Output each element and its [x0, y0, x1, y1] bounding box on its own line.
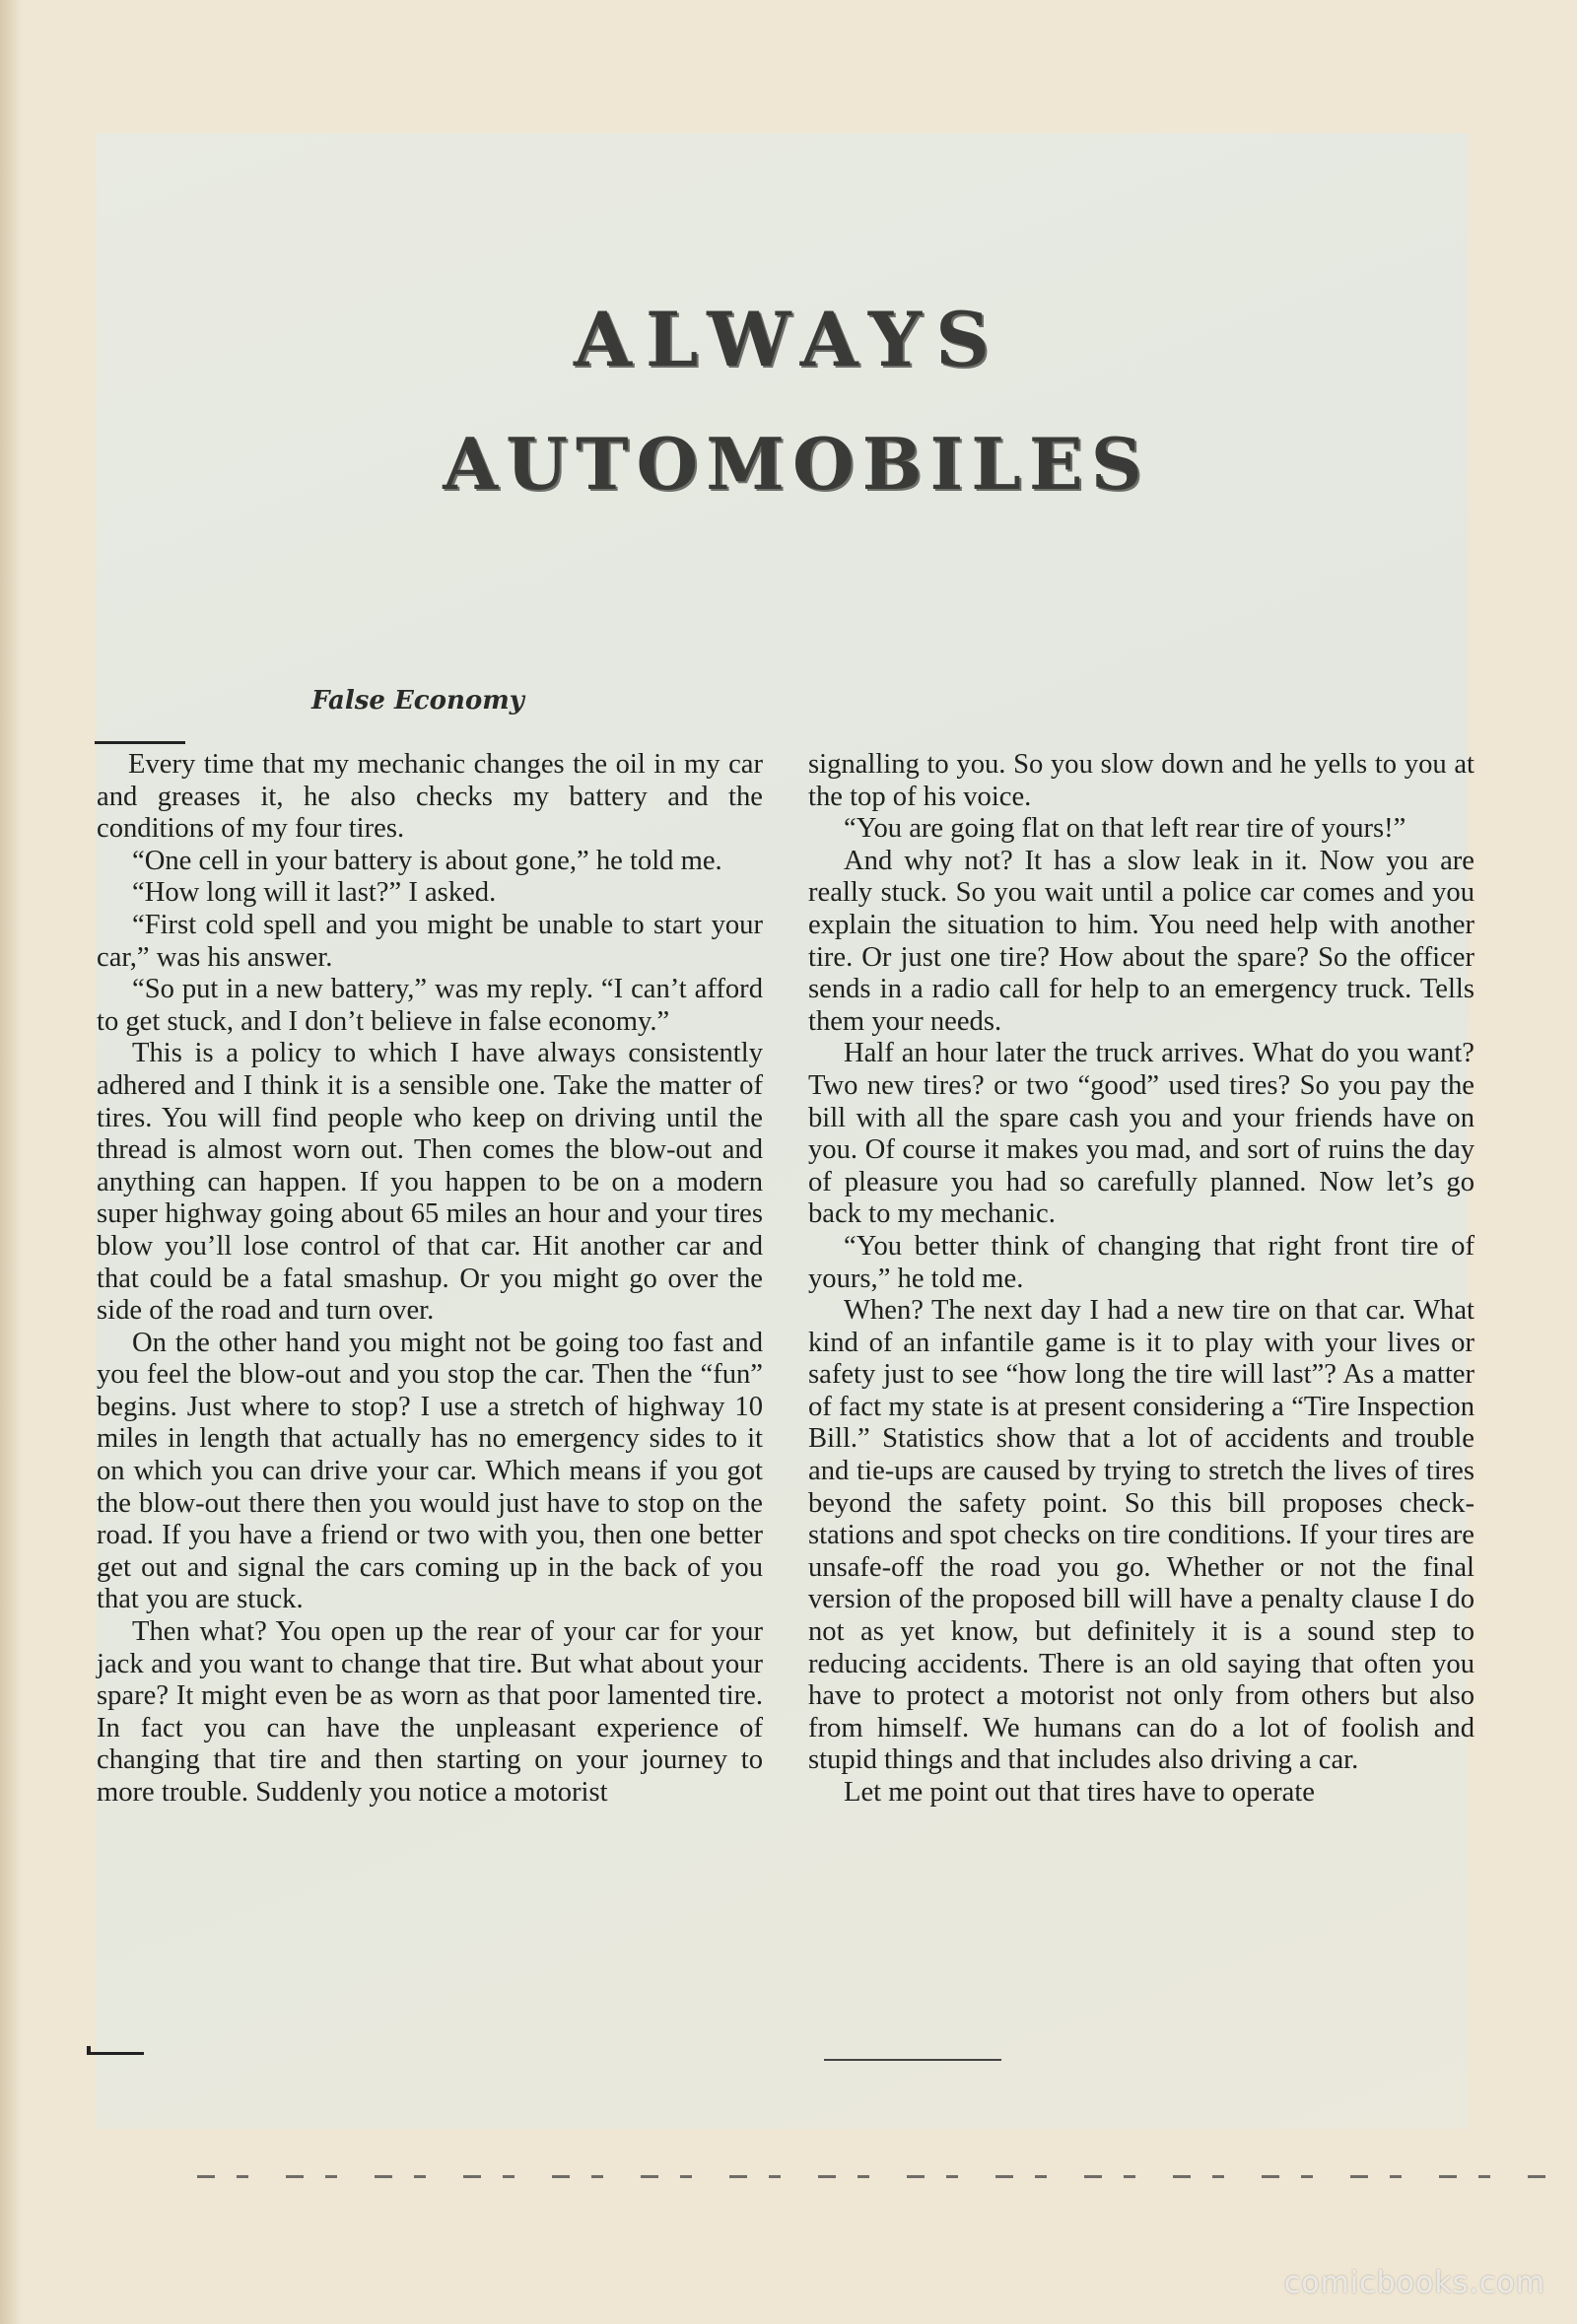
paragraph: And why not? It has a slow leak in it. Now you are really stuck. So you wait until a police car comes and you explain the situation to him. You need help with another tire. Or just one tire? How about the spare? So the officer sends in a radio call for help to an emergency truck. Tells them your needs. — [808, 845, 1474, 1037]
title-line-1: ALWAYS — [573, 296, 1004, 383]
paragraph: This is a policy to which I have always consistently adhered and I think it is a sensible one. Take the matter of tires. You will find people who keep on driving until the thread is almost worn out. Then comes the blow-out and anything can happen. If you happen to be on a modern super highway going about 65 miles an hour and your tires blow you’ll lose control of that car. Hit another car and that could be a fatal smashup. Or you might go over the side of the road and turn over. — [97, 1038, 763, 1327]
paragraph: signalling to you. So you slow down and he yells to you at the top of his voice. — [808, 749, 1474, 812]
paragraph: “One cell in your battery is about gone,” he told me. — [132, 845, 722, 876]
paragraph: “First cold spell and you might be unable to start your car,” was his answer. — [97, 909, 763, 973]
left-column — [97, 749, 763, 1810]
title-line-2: AUTOMOBILES — [443, 422, 1150, 506]
paragraph: “You better think of changing that right front tire of yours,” he told me. — [808, 1230, 1474, 1294]
paragraph: “So put in a new battery,” was my reply. “I can’t afford to get stuck, and I don’t believe in false economy.” — [97, 974, 763, 1037]
paragraph: “You are going flat on that left rear tire of yours!” — [844, 813, 1406, 845]
paragraph: On the other hand you might not be going too fast and you feel the blow-out and you stop the car. Then the “fun” begins. Just where to stop? I use a stretch of highway 10 miles in length that actually has no emergency sides to it on which you can drive your car. Which means if you got the blow-out there then you would just have to stop on the road. If you have a friend or two with you, then one better get out and signal the cars coming up in the back of you that you are stuck. — [97, 1327, 763, 1615]
paragraph: When? The next day I had a new tire on that car. What kind of an infantile game is it to play with your lives or safety just to see “how long the tire will last”? As a matter of fact my state is at present considering a “Tire Inspection Bill.” Statistics show that a lot of accidents and trouble and tie-ups are caused by trying to stretch the lives of tires beyond the safety point. So this bill proposes check-stations and spot checks on tire conditions. If your tires are unsafe-off the road you go. Whether or not the final version of the proposed bill will have a penalty clause I do not as yet know, but definitely it is a sound step to reducing accidents. There is an old saying that often you have to protect a motorist not only from others but also from himself. We humans can do a lot of foolish and stupid things and that includes also driving a car. — [808, 1295, 1474, 1776]
section-subheading: False Economy — [311, 686, 524, 716]
right-column — [808, 749, 1474, 1810]
paragraph: Then what? You open up the rear of your car for your jack and you want to change that tire. But what about your spare? It might even be as worn as that poor lamented tire. In fact you can have the unpleasant experience of changing that tire and then starting on your journey to more trouble. Suddenly you notice a motorist — [97, 1616, 763, 1808]
paragraph: Let me point out that tires have to operate — [844, 1777, 1315, 1808]
watermark: comicbooks.com — [1283, 2266, 1545, 2300]
paragraph: “How long will it last?” I asked. — [132, 877, 497, 909]
end-rule — [824, 2059, 1001, 2061]
page-divider — [197, 2175, 1557, 2178]
paragraph: Half an hour later the truck arrives. What do you want? Two new tires? or two “good” used tires? So you pay the bill with all the spare cash you and your friends have on you. Of course it makes you mad, and sort of ruins the day of pleasure you had so carefully planned. Now let’s go back to my mechanic. — [808, 1038, 1474, 1230]
corner-mark-bottom — [87, 2046, 144, 2055]
paragraph: Every time that my mechanic changes the oil in my car and greases it, he also checks my battery and the conditions of my four tires. — [97, 749, 763, 845]
